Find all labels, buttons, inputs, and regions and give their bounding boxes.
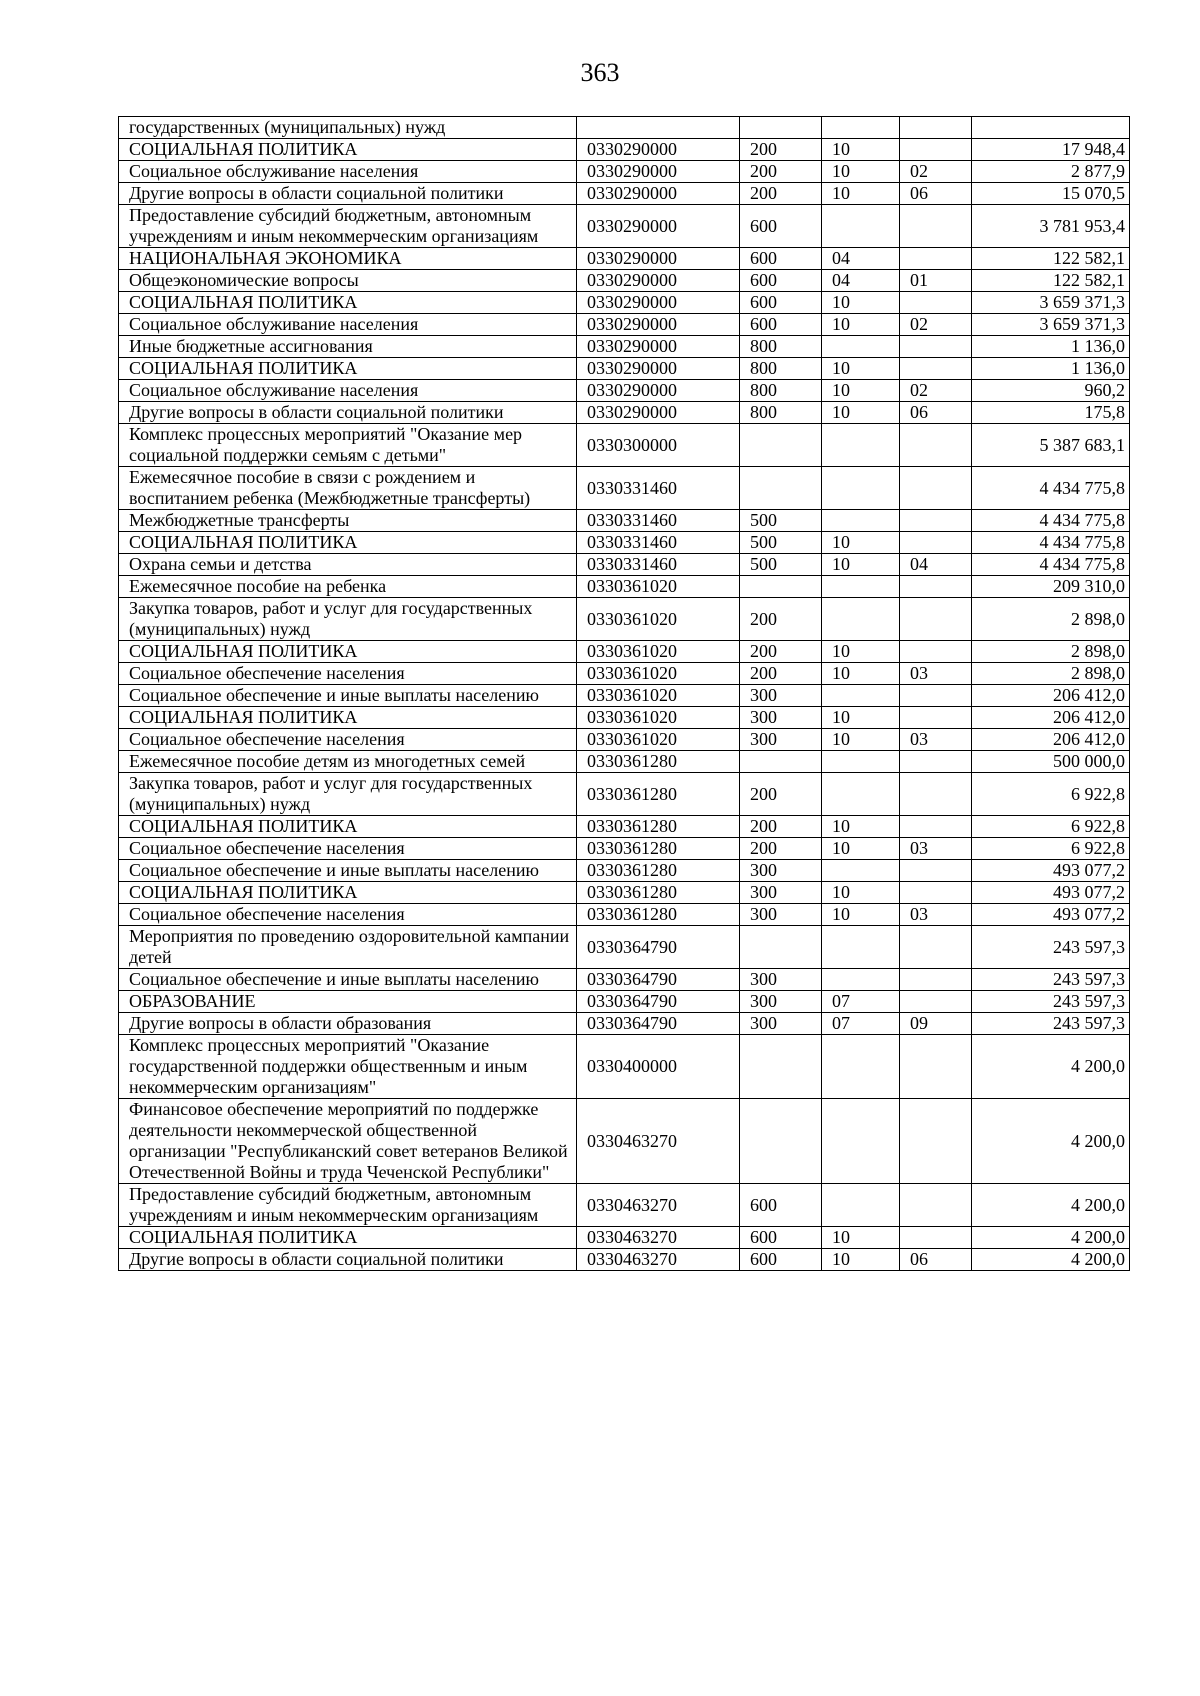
row-expense-type-cell: 500: [740, 532, 822, 554]
table-row: [119, 424, 1130, 467]
row-code-cell: 0330361020: [577, 598, 740, 641]
row-expense-type-cell: 800: [740, 336, 822, 358]
table-row: [119, 1035, 1130, 1099]
row-code-cell: 0330361020: [577, 641, 740, 663]
row-code-cell: 0330290000: [577, 380, 740, 402]
row-expense-type-cell: [740, 926, 822, 969]
row-section-cell: 10: [822, 380, 900, 402]
table-row: [119, 314, 1130, 336]
row-code-cell: 0330361280: [577, 838, 740, 860]
row-subsection-cell: [900, 336, 972, 358]
row-name-cell: Финансовое обеспечение мероприятий по поддержке деятельности некоммерческой общественной организации "Республиканский совет ветеранов Великой Отечественной Войны и труда Чеченской Республики": [119, 1099, 577, 1184]
row-code-cell: 0330361280: [577, 882, 740, 904]
row-name-cell: Охрана семьи и детства: [119, 554, 577, 576]
table-row: [119, 1249, 1130, 1271]
row-section-cell: 10: [822, 707, 900, 729]
table-row: [119, 1184, 1130, 1227]
row-name-cell: Социальное обеспечение и иные выплаты населению: [119, 860, 577, 882]
row-subsection-cell: [900, 882, 972, 904]
row-name-cell: Социальное обеспечение и иные выплаты населению: [119, 685, 577, 707]
row-amount-cell: 960,2: [972, 380, 1130, 402]
row-amount-cell: 175,8: [972, 402, 1130, 424]
row-expense-type-cell: 200: [740, 183, 822, 205]
row-amount-cell: 6 922,8: [972, 838, 1130, 860]
row-expense-type-cell: 300: [740, 685, 822, 707]
row-subsection-cell: 03: [900, 904, 972, 926]
table-row: [119, 598, 1130, 641]
row-section-cell: [822, 336, 900, 358]
row-subsection-cell: 02: [900, 380, 972, 402]
table-row: [119, 1227, 1130, 1249]
row-section-cell: 10: [822, 139, 900, 161]
row-expense-type-cell: 300: [740, 729, 822, 751]
row-amount-cell: 17 948,4: [972, 139, 1130, 161]
row-name-cell: СОЦИАЛЬНАЯ ПОЛИТИКА: [119, 532, 577, 554]
row-amount-cell: 500 000,0: [972, 751, 1130, 773]
row-code-cell: 0330364790: [577, 991, 740, 1013]
table-row: [119, 751, 1130, 773]
row-name-cell: Предоставление субсидий бюджетным, автономным учреждениям и иным некоммерческим организациям: [119, 1184, 577, 1227]
row-expense-type-cell: [740, 576, 822, 598]
row-code-cell: 0330364790: [577, 969, 740, 991]
row-name-cell: СОЦИАЛЬНАЯ ПОЛИТИКА: [119, 882, 577, 904]
row-code-cell: [577, 117, 740, 139]
row-name-cell: НАЦИОНАЛЬНАЯ ЭКОНОМИКА: [119, 248, 577, 270]
row-expense-type-cell: 800: [740, 358, 822, 380]
row-expense-type-cell: 300: [740, 707, 822, 729]
budget-table: [118, 116, 1130, 1271]
row-subsection-cell: [900, 467, 972, 510]
row-expense-type-cell: 600: [740, 1184, 822, 1227]
row-expense-type-cell: 300: [740, 904, 822, 926]
row-name-cell: Закупка товаров, работ и услуг для государственных (муниципальных) нужд: [119, 598, 577, 641]
row-name-cell: Межбюджетные трансферты: [119, 510, 577, 532]
row-section-cell: [822, 467, 900, 510]
row-code-cell: 0330331460: [577, 510, 740, 532]
table-row: [119, 336, 1130, 358]
row-amount-cell: 2 898,0: [972, 598, 1130, 641]
row-expense-type-cell: 200: [740, 663, 822, 685]
row-subsection-cell: [900, 773, 972, 816]
table-row: [119, 270, 1130, 292]
table-row: [119, 773, 1130, 816]
row-expense-type-cell: [740, 424, 822, 467]
row-section-cell: 10: [822, 838, 900, 860]
row-amount-cell: 122 582,1: [972, 270, 1130, 292]
row-name-cell: Социальное обслуживание населения: [119, 380, 577, 402]
table-row: [119, 532, 1130, 554]
row-section-cell: [822, 751, 900, 773]
row-name-cell: Предоставление субсидий бюджетным, автономным учреждениям и иным некоммерческим организациям: [119, 205, 577, 248]
row-section-cell: 04: [822, 248, 900, 270]
row-subsection-cell: [900, 424, 972, 467]
row-subsection-cell: [900, 117, 972, 139]
row-subsection-cell: [900, 248, 972, 270]
row-section-cell: 10: [822, 882, 900, 904]
row-amount-cell: 4 434 775,8: [972, 554, 1130, 576]
row-expense-type-cell: 200: [740, 139, 822, 161]
row-expense-type-cell: 200: [740, 773, 822, 816]
row-code-cell: 0330463270: [577, 1184, 740, 1227]
row-name-cell: Другие вопросы в области социальной политики: [119, 402, 577, 424]
row-section-cell: 10: [822, 816, 900, 838]
row-section-cell: 10: [822, 663, 900, 685]
row-section-cell: [822, 598, 900, 641]
row-amount-cell: 4 200,0: [972, 1249, 1130, 1271]
row-name-cell: Ежемесячное пособие в связи с рождением и воспитанием ребенка (Межбюджетные трансферты): [119, 467, 577, 510]
row-amount-cell: 2 877,9: [972, 161, 1130, 183]
row-code-cell: 0330331460: [577, 467, 740, 510]
table-row: [119, 991, 1130, 1013]
row-subsection-cell: [900, 641, 972, 663]
row-subsection-cell: 02: [900, 314, 972, 336]
row-subsection-cell: [900, 358, 972, 380]
row-code-cell: 0330361020: [577, 707, 740, 729]
row-code-cell: 0330290000: [577, 161, 740, 183]
row-subsection-cell: 03: [900, 838, 972, 860]
row-amount-cell: 6 922,8: [972, 773, 1130, 816]
row-expense-type-cell: [740, 751, 822, 773]
row-code-cell: 0330300000: [577, 424, 740, 467]
row-expense-type-cell: 200: [740, 641, 822, 663]
row-expense-type-cell: 800: [740, 402, 822, 424]
row-name-cell: Общеэкономические вопросы: [119, 270, 577, 292]
row-amount-cell: 206 412,0: [972, 707, 1130, 729]
row-code-cell: 0330463270: [577, 1227, 740, 1249]
row-expense-type-cell: 800: [740, 380, 822, 402]
row-amount-cell: 243 597,3: [972, 991, 1130, 1013]
table-row: [119, 641, 1130, 663]
row-subsection-cell: [900, 532, 972, 554]
row-subsection-cell: [900, 1184, 972, 1227]
row-code-cell: 0330290000: [577, 358, 740, 380]
row-subsection-cell: [900, 1099, 972, 1184]
row-subsection-cell: [900, 292, 972, 314]
row-amount-cell: 243 597,3: [972, 969, 1130, 991]
row-subsection-cell: [900, 1227, 972, 1249]
table-row: [119, 904, 1130, 926]
row-section-cell: 07: [822, 1013, 900, 1035]
budget-table-body: [119, 117, 1130, 1271]
row-section-cell: 10: [822, 1249, 900, 1271]
row-code-cell: 0330290000: [577, 248, 740, 270]
row-code-cell: 0330290000: [577, 314, 740, 336]
row-name-cell: СОЦИАЛЬНАЯ ПОЛИТИКА: [119, 139, 577, 161]
row-expense-type-cell: 600: [740, 1227, 822, 1249]
row-name-cell: Социальное обеспечение населения: [119, 729, 577, 751]
row-section-cell: [822, 1035, 900, 1099]
row-name-cell: СОЦИАЛЬНАЯ ПОЛИТИКА: [119, 816, 577, 838]
row-name-cell: Ежемесячное пособие на ребенка: [119, 576, 577, 598]
table-row: [119, 554, 1130, 576]
row-expense-type-cell: 300: [740, 1013, 822, 1035]
row-section-cell: 10: [822, 729, 900, 751]
row-subsection-cell: [900, 751, 972, 773]
row-amount-cell: 4 434 775,8: [972, 532, 1130, 554]
row-name-cell: Иные бюджетные ассигнования: [119, 336, 577, 358]
table-row: [119, 358, 1130, 380]
row-amount-cell: 15 070,5: [972, 183, 1130, 205]
row-section-cell: [822, 1184, 900, 1227]
row-subsection-cell: [900, 926, 972, 969]
row-name-cell: СОЦИАЛЬНАЯ ПОЛИТИКА: [119, 641, 577, 663]
row-expense-type-cell: 500: [740, 554, 822, 576]
row-name-cell: Комплекс процессных мероприятий "Оказание государственной поддержки общественным и иным некоммерческим организациям": [119, 1035, 577, 1099]
row-section-cell: [822, 926, 900, 969]
row-section-cell: 10: [822, 161, 900, 183]
row-amount-cell: 4 200,0: [972, 1184, 1130, 1227]
row-amount-cell: 2 898,0: [972, 663, 1130, 685]
row-section-cell: [822, 1099, 900, 1184]
row-name-cell: СОЦИАЛЬНАЯ ПОЛИТИКА: [119, 358, 577, 380]
row-name-cell: Закупка товаров, работ и услуг для государственных (муниципальных) нужд: [119, 773, 577, 816]
table-row: [119, 205, 1130, 248]
row-code-cell: 0330361020: [577, 663, 740, 685]
row-amount-cell: 3 781 953,4: [972, 205, 1130, 248]
row-amount-cell: 493 077,2: [972, 882, 1130, 904]
table-row: [119, 402, 1130, 424]
row-expense-type-cell: 300: [740, 882, 822, 904]
row-code-cell: 0330290000: [577, 402, 740, 424]
row-subsection-cell: [900, 510, 972, 532]
row-name-cell: Социальное обслуживание населения: [119, 161, 577, 183]
table-row: [119, 926, 1130, 969]
row-amount-cell: 206 412,0: [972, 729, 1130, 751]
row-amount-cell: 206 412,0: [972, 685, 1130, 707]
row-code-cell: 0330463270: [577, 1099, 740, 1184]
row-expense-type-cell: 200: [740, 816, 822, 838]
row-amount-cell: 3 659 371,3: [972, 292, 1130, 314]
row-section-cell: 10: [822, 641, 900, 663]
row-name-cell: Другие вопросы в области социальной политики: [119, 1249, 577, 1271]
row-code-cell: 0330361280: [577, 904, 740, 926]
table-row: [119, 663, 1130, 685]
row-subsection-cell: 03: [900, 663, 972, 685]
row-name-cell: СОЦИАЛЬНАЯ ПОЛИТИКА: [119, 1227, 577, 1249]
row-name-cell: Социальное обеспечение населения: [119, 904, 577, 926]
row-code-cell: 0330361280: [577, 860, 740, 882]
row-expense-type-cell: [740, 1035, 822, 1099]
row-code-cell: 0330361020: [577, 685, 740, 707]
row-section-cell: 10: [822, 183, 900, 205]
table-row: [119, 248, 1130, 270]
table-row: [119, 292, 1130, 314]
page-number: 363: [580, 58, 620, 87]
row-section-cell: [822, 969, 900, 991]
row-subsection-cell: [900, 576, 972, 598]
row-subsection-cell: 04: [900, 554, 972, 576]
row-name-cell: Другие вопросы в области образования: [119, 1013, 577, 1035]
table-row: [119, 707, 1130, 729]
row-subsection-cell: 03: [900, 729, 972, 751]
table-row: [119, 510, 1130, 532]
row-code-cell: 0330400000: [577, 1035, 740, 1099]
row-subsection-cell: [900, 707, 972, 729]
row-code-cell: 0330290000: [577, 205, 740, 248]
row-name-cell: СОЦИАЛЬНАЯ ПОЛИТИКА: [119, 292, 577, 314]
row-name-cell: Ежемесячное пособие детям из многодетных семей: [119, 751, 577, 773]
row-amount-cell: 122 582,1: [972, 248, 1130, 270]
row-section-cell: 10: [822, 402, 900, 424]
row-section-cell: [822, 773, 900, 816]
row-expense-type-cell: 600: [740, 248, 822, 270]
table-row: [119, 838, 1130, 860]
row-expense-type-cell: [740, 117, 822, 139]
row-code-cell: 0330361020: [577, 576, 740, 598]
row-subsection-cell: [900, 860, 972, 882]
table-row: [119, 1099, 1130, 1184]
row-amount-cell: [972, 117, 1130, 139]
table-row: [119, 685, 1130, 707]
row-amount-cell: 209 310,0: [972, 576, 1130, 598]
row-amount-cell: 4 434 775,8: [972, 467, 1130, 510]
row-expense-type-cell: 500: [740, 510, 822, 532]
table-row: [119, 816, 1130, 838]
row-section-cell: [822, 205, 900, 248]
row-name-cell: Другие вопросы в области социальной политики: [119, 183, 577, 205]
row-subsection-cell: [900, 598, 972, 641]
table-row: [119, 117, 1130, 139]
row-code-cell: 0330290000: [577, 336, 740, 358]
row-name-cell: государственных (муниципальных) нужд: [119, 117, 577, 139]
row-code-cell: 0330361280: [577, 773, 740, 816]
row-subsection-cell: 06: [900, 1249, 972, 1271]
row-subsection-cell: 02: [900, 161, 972, 183]
row-expense-type-cell: 600: [740, 314, 822, 336]
row-name-cell: Мероприятия по проведению оздоровительной кампании детей: [119, 926, 577, 969]
row-amount-cell: 4 200,0: [972, 1099, 1130, 1184]
row-code-cell: 0330361020: [577, 729, 740, 751]
table-row: [119, 882, 1130, 904]
row-expense-type-cell: [740, 1099, 822, 1184]
row-name-cell: Комплекс процессных мероприятий "Оказание мер социальной поддержки семьям с детьми": [119, 424, 577, 467]
table-row: [119, 729, 1130, 751]
row-amount-cell: 4 200,0: [972, 1227, 1130, 1249]
row-code-cell: 0330361280: [577, 816, 740, 838]
row-expense-type-cell: 600: [740, 205, 822, 248]
row-amount-cell: 493 077,2: [972, 904, 1130, 926]
row-amount-cell: 6 922,8: [972, 816, 1130, 838]
table-row: [119, 1013, 1130, 1035]
row-code-cell: 0330290000: [577, 183, 740, 205]
row-section-cell: 10: [822, 358, 900, 380]
row-expense-type-cell: 200: [740, 598, 822, 641]
row-expense-type-cell: 300: [740, 991, 822, 1013]
row-subsection-cell: 06: [900, 183, 972, 205]
row-code-cell: 0330364790: [577, 1013, 740, 1035]
row-expense-type-cell: 600: [740, 292, 822, 314]
row-code-cell: 0330463270: [577, 1249, 740, 1271]
row-expense-type-cell: 600: [740, 270, 822, 292]
row-section-cell: [822, 685, 900, 707]
table-row: [119, 139, 1130, 161]
row-subsection-cell: 06: [900, 402, 972, 424]
row-code-cell: 0330361280: [577, 751, 740, 773]
row-section-cell: 10: [822, 532, 900, 554]
row-section-cell: 07: [822, 991, 900, 1013]
table-row: [119, 576, 1130, 598]
row-subsection-cell: [900, 1035, 972, 1099]
row-section-cell: [822, 424, 900, 467]
row-subsection-cell: [900, 205, 972, 248]
row-amount-cell: 493 077,2: [972, 860, 1130, 882]
table-row: [119, 380, 1130, 402]
row-section-cell: 10: [822, 314, 900, 336]
row-amount-cell: 243 597,3: [972, 1013, 1130, 1035]
row-name-cell: ОБРАЗОВАНИЕ: [119, 991, 577, 1013]
table-row: [119, 860, 1130, 882]
row-section-cell: [822, 576, 900, 598]
row-name-cell: СОЦИАЛЬНАЯ ПОЛИТИКА: [119, 707, 577, 729]
row-expense-type-cell: [740, 467, 822, 510]
row-amount-cell: 4 200,0: [972, 1035, 1130, 1099]
row-code-cell: 0330290000: [577, 270, 740, 292]
row-amount-cell: 3 659 371,3: [972, 314, 1130, 336]
row-expense-type-cell: 300: [740, 969, 822, 991]
row-subsection-cell: [900, 991, 972, 1013]
row-expense-type-cell: 200: [740, 838, 822, 860]
row-subsection-cell: 09: [900, 1013, 972, 1035]
row-name-cell: Социальное обеспечение и иные выплаты населению: [119, 969, 577, 991]
row-code-cell: 0330290000: [577, 292, 740, 314]
row-section-cell: 10: [822, 904, 900, 926]
row-section-cell: 10: [822, 554, 900, 576]
row-subsection-cell: [900, 969, 972, 991]
row-expense-type-cell: 600: [740, 1249, 822, 1271]
row-section-cell: [822, 510, 900, 532]
row-name-cell: Социальное обслуживание населения: [119, 314, 577, 336]
table-row: [119, 183, 1130, 205]
row-amount-cell: 5 387 683,1: [972, 424, 1130, 467]
row-code-cell: 0330331460: [577, 532, 740, 554]
row-subsection-cell: [900, 139, 972, 161]
row-amount-cell: 1 136,0: [972, 336, 1130, 358]
row-amount-cell: 243 597,3: [972, 926, 1130, 969]
row-amount-cell: 2 898,0: [972, 641, 1130, 663]
row-code-cell: 0330364790: [577, 926, 740, 969]
row-subsection-cell: [900, 816, 972, 838]
row-name-cell: Социальное обеспечение населения: [119, 838, 577, 860]
table-row: [119, 969, 1130, 991]
row-subsection-cell: [900, 685, 972, 707]
table-row: [119, 161, 1130, 183]
row-section-cell: 10: [822, 292, 900, 314]
row-expense-type-cell: 300: [740, 860, 822, 882]
row-subsection-cell: 01: [900, 270, 972, 292]
row-section-cell: 10: [822, 1227, 900, 1249]
row-code-cell: 0330331460: [577, 554, 740, 576]
row-amount-cell: 4 434 775,8: [972, 510, 1130, 532]
row-section-cell: 04: [822, 270, 900, 292]
row-section-cell: [822, 117, 900, 139]
row-expense-type-cell: 200: [740, 161, 822, 183]
row-code-cell: 0330290000: [577, 139, 740, 161]
table-row: [119, 467, 1130, 510]
row-section-cell: [822, 860, 900, 882]
row-name-cell: Социальное обеспечение населения: [119, 663, 577, 685]
row-amount-cell: 1 136,0: [972, 358, 1130, 380]
